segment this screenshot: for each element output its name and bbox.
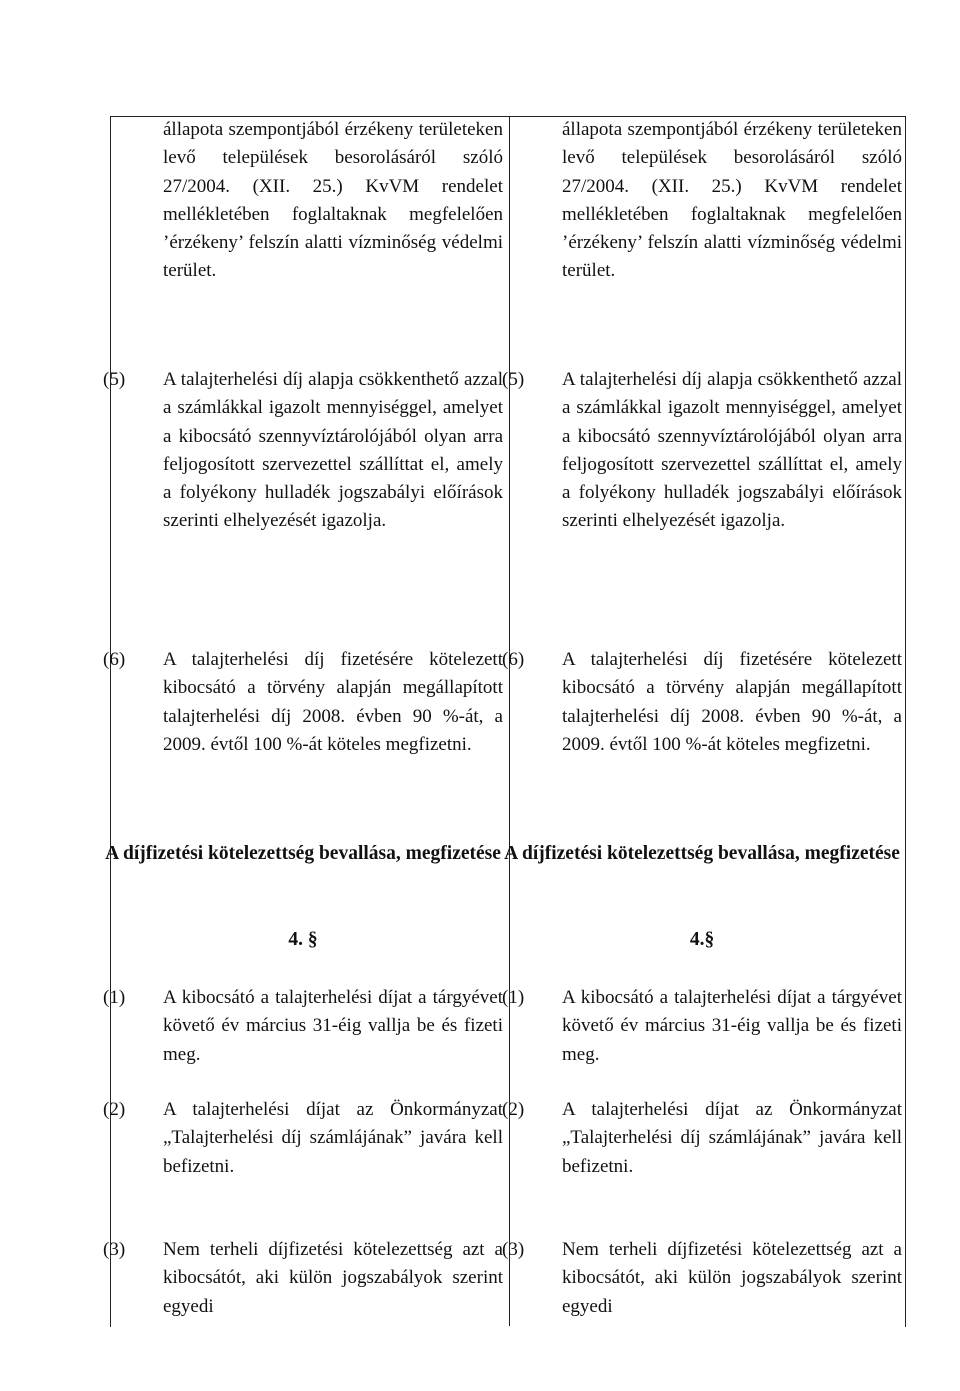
paragraph-number: (5) [103, 369, 126, 390]
item-number: (2) [103, 1099, 126, 1120]
column-divider [509, 116, 510, 1326]
section-number: 4.§ [689, 929, 715, 950]
item-text: Nem terheli díjfizetési kötelezettség azt a kibocsátót, aki külön jogszabályok szerint egyedi [163, 1239, 503, 1317]
paragraph-number: (5) [502, 369, 525, 390]
intro-text: állapota szempontjából érzékeny területeken levő települések besorolásáról szóló 27/2004. (XII. 25.) KvVM rendelet mellékletében foglaltaknak megfelelően ’érzékeny’ felszín alatti vízminőség védelmi terület. [562, 119, 902, 282]
paragraph-text: A talajterhelési díj alapja csökkenthető azzal a számlákkal igazolt mennyiséggel, amelyet a kibocsátó szennyvíztárolójából olyan arra feljogosított szervezettel szállíttat el, amely a folyékony hulladék jogszabályi előírások szerinti elhelyezését igazolja. [562, 369, 902, 532]
item-number: (2) [502, 1099, 525, 1120]
section-heading: A díjfizetési kötelezettség bevallása, megfizetése [105, 843, 501, 864]
paragraph-text: A talajterhelési díj alapja csökkenthető azzal a számlákkal igazolt mennyiséggel, amelyet a kibocsátó szennyvíztárolójából olyan arra feljogosított szervezettel szállíttat el, amely a folyékony hulladék jogszabályi előírások szerinti elhelyezését igazolja. [163, 369, 503, 532]
item-number: (3) [103, 1239, 126, 1260]
section-heading: A díjfizetési kötelezettség bevallása, megfizetése [504, 843, 900, 864]
paragraph-number: (6) [103, 649, 126, 670]
item-text: Nem terheli díjfizetési kötelezettség azt a kibocsátót, aki külön jogszabályok szerint egyedi [562, 1239, 902, 1317]
paragraph-number: (6) [502, 649, 525, 670]
paragraph-text: A talajterhelési díj fizetésére kötelezett kibocsátó a törvény alapján megállapított talajterhelési díj 2008. évben 90 %-át, a 2009. évtől 100 %-át köteles megfizetni. [562, 649, 902, 755]
paragraph-text: A talajterhelési díj fizetésére kötelezett kibocsátó a törvény alapján megállapított talajterhelési díj 2008. évben 90 %-át, a 2009. évtől 100 %-át köteles megfizetni. [163, 649, 503, 755]
item-number: (1) [502, 987, 525, 1008]
item-number: (3) [502, 1239, 525, 1260]
item-text: A talajterhelési díjat az Önkormányzat „Talajterhelési díj számlájának” javára kell befizetni. [163, 1099, 503, 1177]
item-text: A kibocsátó a talajterhelési díjat a tárgyévet követő év március 31-éig vallja be és fizeti meg. [562, 987, 902, 1065]
intro-text: állapota szempontjából érzékeny területeken levő települések besorolásáról szóló 27/2004. (XII. 25.) KvVM rendelet mellékletében foglaltaknak megfelelően ’érzékeny’ felszín alatti vízminőség védelmi terület. [163, 119, 503, 282]
section-number: 4. § [288, 929, 318, 950]
item-number: (1) [103, 987, 126, 1008]
item-text: A talajterhelési díjat az Önkormányzat „Talajterhelési díj számlájának” javára kell befizetni. [562, 1099, 902, 1177]
item-text: A kibocsátó a talajterhelési díjat a tárgyévet követő év március 31-éig vallja be és fizeti meg. [163, 987, 503, 1065]
